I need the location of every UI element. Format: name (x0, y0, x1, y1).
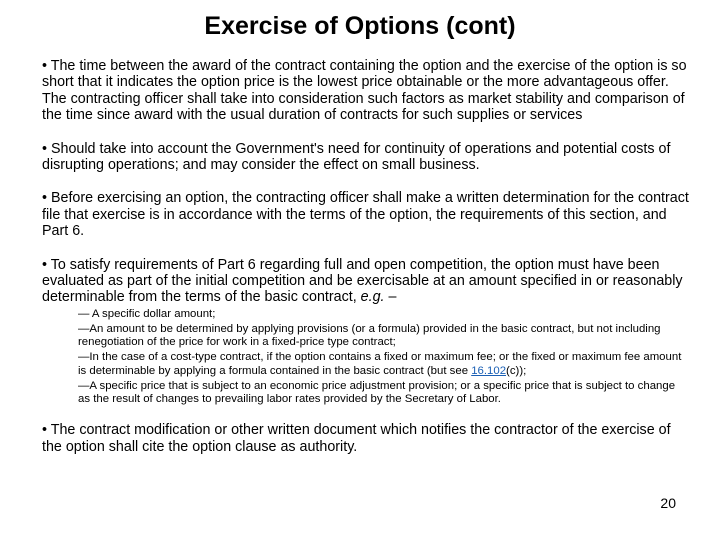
bullet-part6-competition (42, 257, 690, 306)
bullet-continuity: • Should take into account the Government's need for continuity of operations and potential costs of disrupting operations; and may consider the effect on small business. (42, 140, 671, 174)
sub-item-dollar-amount: — A specific dollar amount; (78, 307, 216, 320)
page-number: 20 (660, 495, 676, 511)
slide-body (42, 58, 690, 472)
eg-abbrev: e.g. (360, 289, 385, 306)
bullet-price-lowest: • The time between the award of the contract containing the option and the exercise of the option is so short that it indicates the option price is the lowest price obtainable or the more advantageous offer. The contracting officer shall take into consideration such factors as market stability and comparison of the time since award with the usual duration of contracts for such supplies or services (42, 58, 687, 124)
bullet-written-determination: • Before exercising an option, the contracting officer shall make a written determination for the contract file that exercise is in accordance with the terms of the option, the requirements of this section, and Part 6. (42, 190, 689, 240)
bullet-cite-clause: • The contract modification or other written document which notifies the contractor of the exercise of the option shall cite the option clause as authority. (42, 422, 671, 455)
bullet-part6-dash: – (384, 289, 397, 306)
link-16-102[interactable]: 16.102 (471, 364, 507, 377)
bullet-part6-text: • To satisfy requirements of Part 6 regarding full and open competition, the option must have been evaluated as part of the initial competition and be exercisable at an amount specified in or reasonably determinable from the terms of the basic contract, (42, 256, 683, 306)
sub-list (78, 308, 690, 406)
sub-item-specific-price: —A specific price that is subject to an economic price adjustment provision; or a specific price that is subject to change as the result of changes to prevailing labor rates provided by the Secretary of Labor. (78, 379, 676, 406)
sub-item-cost-type-text: —In the case of a cost-type contract, if the option contains a fixed or maximum fee; or the fixed or maximum fee amount is determinable by applying a formula contained in the basic contract (but see (78, 351, 682, 377)
sub-item-cost-type-end: (c)); (506, 364, 527, 377)
slide-title: Exercise of Options (cont) (204, 12, 516, 40)
sub-item-cost-type (78, 351, 690, 377)
sub-item-formula-amount: —An amount to be determined by applying provisions (or a formula) provided in the basic contract, but not including renegotiation of the price for work in a fixed-price type contract; (78, 323, 661, 349)
